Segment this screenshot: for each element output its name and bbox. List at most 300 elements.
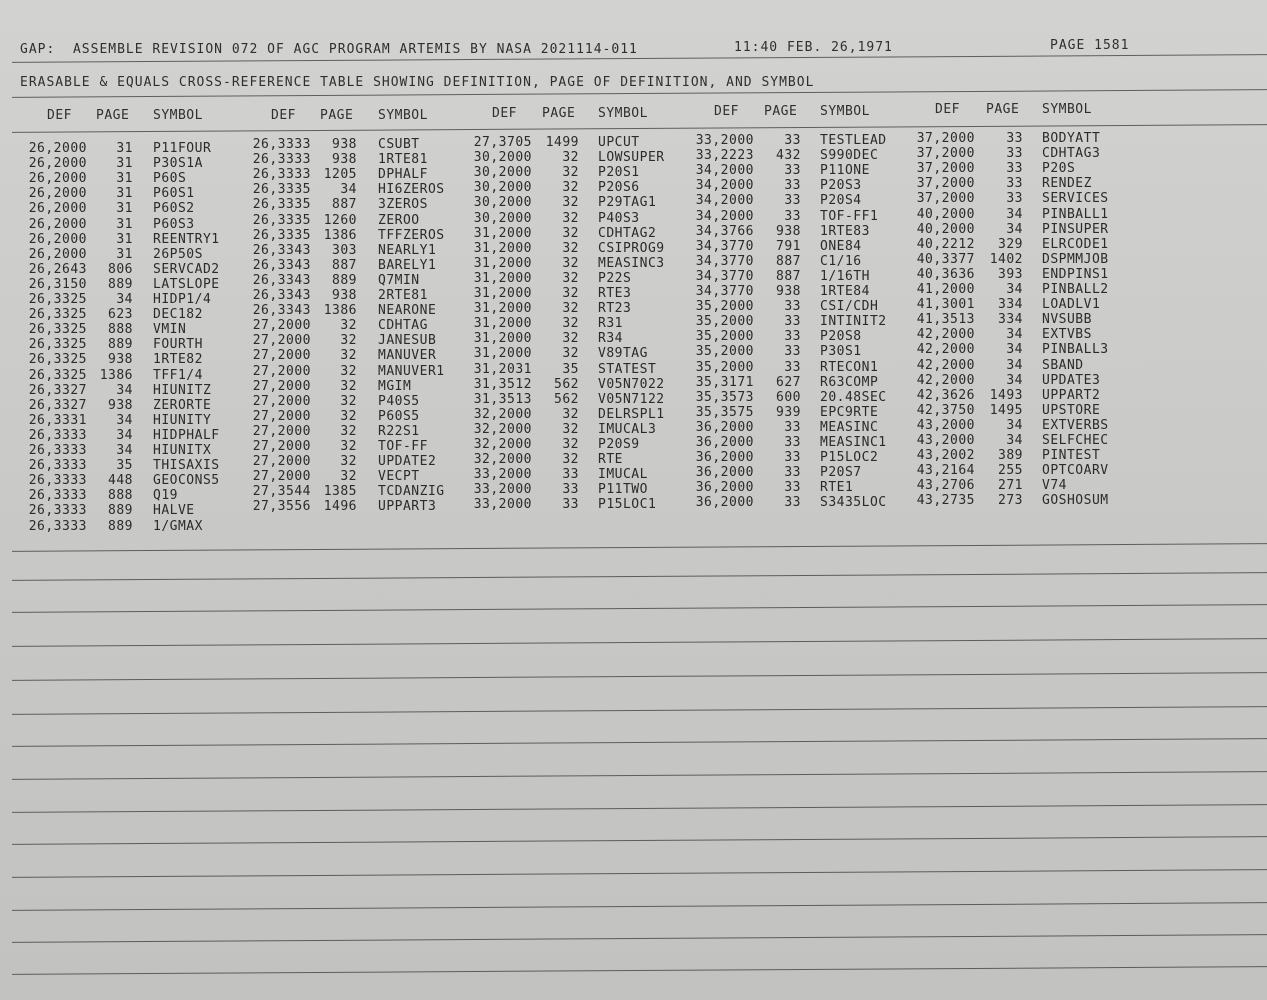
def-address: 27,3705 (473, 135, 532, 150)
ruled-line (12, 804, 1267, 813)
symbol-name: EPC9RTE (820, 404, 879, 420)
symbol-name: HIUNITZ (153, 382, 212, 398)
definition-page: 34 (1006, 417, 1023, 433)
symbol-name: HIDP1/4 (153, 292, 212, 307)
symbol-name: REENTRY1 (153, 231, 220, 247)
def-address: 42,3626 (916, 387, 975, 403)
symbol-name: UPPART3 (378, 499, 437, 515)
def-address: 31,3513 (473, 391, 532, 407)
definition-page: 32 (562, 406, 579, 422)
definition-page: 32 (562, 316, 579, 332)
table-row (0, 358, 1267, 373)
symbol-name: RTE3 (598, 286, 632, 301)
def-address: 35,2000 (695, 359, 754, 375)
symbol-name: THISAXIS (153, 458, 220, 474)
definition-page: 33 (784, 465, 801, 481)
symbol-name: RENDEZ (1042, 176, 1092, 192)
definition-page: 33 (784, 299, 801, 315)
table-row (0, 388, 1267, 403)
def-address: 40,3377 (916, 251, 975, 267)
definition-page: 34 (1006, 282, 1023, 297)
def-address: 32,2000 (473, 406, 532, 422)
symbol-name: DELRSPL1 (598, 406, 665, 422)
symbol-name: P60S2 (153, 201, 195, 217)
symbol-name: S990DEC (820, 148, 879, 164)
symbol-name: CSI/CDH (820, 299, 879, 315)
definition-page: 34 (116, 412, 133, 428)
ruled-line (12, 902, 1267, 911)
symbol-name: OPTCOARV (1042, 463, 1109, 479)
ruled-line (12, 543, 1267, 552)
symbol-name: UPDATE3 (1042, 372, 1101, 388)
table-row (0, 131, 1267, 146)
ruled-line (12, 934, 1267, 943)
column-label-page: PAGE (764, 104, 798, 119)
definition-page: 889 (108, 518, 133, 534)
definition-page: 33 (1006, 176, 1023, 192)
symbol-name: P29TAG1 (598, 195, 657, 211)
column-label-symbol: SYMBOL (1042, 102, 1092, 117)
def-address: 41,2000 (916, 282, 975, 297)
def-address: 43,2000 (916, 417, 975, 433)
def-address: 43,2000 (916, 433, 975, 448)
definition-page: 31 (116, 201, 133, 217)
def-address: 40,2000 (916, 206, 975, 222)
definition-page: 32 (340, 333, 357, 349)
symbol-name: TFF1/4 (153, 367, 203, 383)
definition-page: 34 (1006, 327, 1023, 343)
definition-page: 448 (108, 473, 133, 489)
symbol-name: P20S9 (598, 437, 640, 452)
definition-page: 33 (784, 450, 801, 466)
def-address: 34,3770 (695, 268, 754, 284)
def-address: 26,3333 (28, 458, 87, 474)
symbol-name: P20S8 (820, 329, 862, 345)
symbol-name: P60S (153, 171, 187, 187)
def-address: 34,2000 (695, 193, 754, 209)
definition-page: 32 (562, 286, 579, 301)
symbol-name: V89TAG (598, 346, 648, 362)
symbol-name: MANUVER (378, 348, 437, 364)
column-label-page: PAGE (320, 108, 354, 123)
symbol-name: BODYATT (1042, 131, 1101, 146)
def-address: 26,3335 (252, 212, 311, 228)
listing-time: 11:40 FEB. 26,1971 (734, 40, 893, 55)
def-address: 34,3770 (695, 253, 754, 269)
definition-page: 939 (776, 404, 801, 420)
def-address: 30,2000 (473, 165, 532, 181)
ruled-line (12, 836, 1267, 845)
table-row (0, 433, 1267, 448)
definition-page: 938 (776, 284, 801, 299)
def-address: 26,3333 (252, 152, 311, 168)
symbol-name: C1/16 (820, 253, 862, 269)
symbol-name: SERVCAD2 (153, 261, 220, 277)
symbol-name: P20S7 (820, 465, 862, 481)
symbol-name: P11FOUR (153, 141, 212, 156)
table-row (0, 237, 1267, 252)
definition-page: 32 (340, 318, 357, 334)
def-address: 26,2000 (28, 156, 87, 172)
def-address: 36,2000 (695, 465, 754, 481)
definition-page: 35 (562, 361, 579, 377)
definition-page: 806 (108, 261, 133, 277)
definition-page: 32 (562, 195, 579, 211)
def-address: 32,2000 (473, 421, 532, 437)
symbol-name: ONE84 (820, 238, 862, 254)
definition-page: 32 (562, 240, 579, 256)
def-address: 26,3343 (252, 257, 311, 273)
symbol-name: P11TWO (598, 482, 648, 498)
def-address: 35,2000 (695, 344, 754, 360)
definition-page: 562 (554, 391, 579, 407)
symbol-name: P22S (598, 270, 632, 286)
def-address: 33,2000 (473, 467, 532, 483)
def-address: 30,2000 (473, 180, 532, 196)
symbol-name: P15LOC1 (598, 497, 657, 513)
definition-page: 1260 (323, 212, 357, 228)
symbol-name: IMUCAL (598, 467, 648, 483)
definition-page: 271 (998, 478, 1023, 494)
def-address: 27,2000 (252, 439, 311, 454)
definition-page: 1499 (545, 135, 579, 150)
definition-page: 393 (998, 266, 1023, 282)
definition-page: 33 (784, 314, 801, 330)
definition-page: 389 (998, 448, 1023, 464)
def-address: 27,2000 (252, 469, 311, 485)
def-address: 33,2000 (473, 482, 532, 498)
symbol-name: 1/GMAX (153, 518, 203, 534)
def-address: 31,2000 (473, 240, 532, 256)
def-address: 42,2000 (916, 372, 975, 388)
definition-page: 334 (998, 297, 1023, 313)
definition-page: 791 (776, 238, 801, 254)
symbol-name: PINBALL3 (1042, 342, 1109, 358)
def-address: 43,2164 (916, 463, 975, 479)
symbol-name: TOF-FF (378, 439, 428, 454)
listing-page-number: PAGE 1581 (1050, 38, 1130, 53)
def-address: 31,2031 (473, 361, 532, 377)
symbol-name: BARELY1 (378, 257, 437, 273)
symbol-name: TCDANZIG (378, 484, 445, 500)
symbol-name: SERVICES (1042, 191, 1109, 207)
definition-page: 31 (116, 156, 133, 172)
symbol-name: UPSTORE (1042, 402, 1101, 418)
symbol-name: EXTVBS (1042, 327, 1092, 343)
symbol-name: R34 (598, 331, 623, 347)
symbol-name: V05N7122 (598, 391, 665, 407)
column-label-page: PAGE (986, 102, 1020, 117)
definition-page: 31 (116, 231, 133, 247)
symbol-name: HIUNITY (153, 412, 212, 428)
symbol-name: 1/16TH (820, 268, 870, 284)
def-address: 36,2000 (695, 435, 754, 450)
def-address: 27,2000 (252, 318, 311, 334)
definition-page: 938 (332, 288, 357, 303)
def-address: 26,3325 (28, 367, 87, 383)
symbol-name: NEARLY1 (378, 242, 437, 258)
definition-page: 33 (1006, 191, 1023, 207)
def-address: 26,3325 (28, 337, 87, 353)
definition-page: 1495 (989, 402, 1023, 418)
definition-page: 33 (784, 495, 801, 511)
table-row (0, 267, 1267, 282)
symbol-name: INTINIT2 (820, 314, 887, 330)
definition-page: 1496 (323, 499, 357, 515)
def-address: 27,2000 (252, 408, 311, 424)
def-address: 34,3766 (695, 223, 754, 239)
column-label-def: DEF (714, 104, 739, 119)
def-address: 33,2000 (695, 133, 754, 148)
def-address: 26,2000 (28, 186, 87, 202)
symbol-name: 2RTE81 (378, 288, 428, 303)
definition-page: 32 (562, 331, 579, 347)
symbol-name: MEASINC (820, 419, 879, 435)
def-address: 35,3171 (695, 374, 754, 390)
def-address: 26,3325 (28, 322, 87, 338)
column-label-def: DEF (271, 108, 296, 123)
definition-page: 31 (116, 171, 133, 187)
definition-page: 33 (562, 467, 579, 483)
symbol-name: ZERORTE (153, 397, 212, 413)
definition-page: 1205 (323, 167, 357, 183)
definition-page: 34 (116, 427, 133, 443)
symbol-name: CDHTAG (378, 318, 428, 334)
symbol-name: STATEST (598, 361, 657, 377)
def-address: 32,2000 (473, 452, 532, 468)
def-address: 26,3331 (28, 412, 87, 428)
symbol-name: 1RTE83 (820, 223, 870, 239)
def-address: 26,3333 (28, 503, 87, 519)
def-address: 36,2000 (695, 450, 754, 466)
symbol-name: TFFZEROS (378, 227, 445, 243)
definition-page: 889 (332, 272, 357, 288)
ruled-line (12, 771, 1267, 780)
def-address: 26,3333 (28, 473, 87, 489)
definition-page: 35 (116, 458, 133, 474)
symbol-name: HI6ZEROS (378, 182, 445, 198)
def-address: 26,3325 (28, 307, 87, 323)
table-row (0, 519, 1267, 534)
symbol-name: PINBALL1 (1042, 206, 1109, 222)
table-row (0, 207, 1267, 222)
definition-page: 32 (340, 469, 357, 485)
definition-page: 32 (562, 225, 579, 241)
def-address: 27,2000 (252, 423, 311, 439)
def-address: 40,2000 (916, 221, 975, 237)
def-address: 33,2223 (695, 148, 754, 164)
def-address: 26,2000 (28, 216, 87, 232)
symbol-name: TESTLEAD (820, 133, 887, 148)
symbol-name: ZEROO (378, 212, 420, 228)
def-address: 37,2000 (916, 161, 975, 177)
symbol-name: UPCUT (598, 135, 640, 150)
def-address: 31,2000 (473, 301, 532, 317)
definition-page: 32 (562, 150, 579, 166)
def-address: 31,2000 (473, 255, 532, 271)
def-address: 26,3333 (252, 137, 311, 152)
def-address: 26,3333 (28, 443, 87, 458)
def-address: 26,2000 (28, 246, 87, 262)
def-address: 37,2000 (916, 176, 975, 192)
definition-page: 334 (998, 312, 1023, 328)
definition-page: 33 (1006, 146, 1023, 162)
symbol-name: HIUNITX (153, 443, 212, 458)
symbol-name: P20S4 (820, 193, 862, 209)
def-address: 43,2002 (916, 448, 975, 464)
ruled-line (12, 706, 1267, 715)
table-row (0, 252, 1267, 267)
def-address: 32,2000 (473, 437, 532, 452)
def-address: 40,2212 (916, 236, 975, 252)
definition-page: 33 (784, 480, 801, 496)
symbol-name: DSPMMJOB (1042, 251, 1109, 267)
symbol-name: LOWSUPER (598, 150, 665, 166)
definition-page: 938 (332, 137, 357, 152)
symbol-name: V74 (1042, 478, 1067, 494)
definition-page: 32 (340, 348, 357, 364)
definition-page: 32 (562, 255, 579, 271)
def-address: 40,3636 (916, 266, 975, 282)
def-address: 26,2643 (28, 261, 87, 277)
definition-page: 34 (116, 443, 133, 458)
symbol-name: VECPT (378, 469, 420, 485)
symbol-name: Q7MIN (378, 272, 420, 288)
symbol-name: DPHALF (378, 167, 428, 183)
def-address: 35,2000 (695, 329, 754, 345)
def-address: 35,3573 (695, 389, 754, 405)
symbol-name: R63COMP (820, 374, 879, 390)
definition-page: 32 (340, 454, 357, 470)
definition-page: 1386 (99, 367, 133, 383)
def-address: 27,2000 (252, 363, 311, 379)
def-address: 26,3343 (252, 242, 311, 258)
def-address: 30,2000 (473, 150, 532, 166)
def-address: 26,3335 (252, 197, 311, 213)
symbol-name: P40S5 (378, 393, 420, 409)
def-address: 36,2000 (695, 419, 754, 435)
symbol-name: SELFCHEC (1042, 433, 1109, 448)
def-address: 27,2000 (252, 454, 311, 470)
ruled-line (12, 966, 1267, 975)
def-address: 31,2000 (473, 316, 532, 332)
def-address: 26,2000 (28, 231, 87, 247)
def-address: 42,3750 (916, 402, 975, 418)
def-address: 37,2000 (916, 146, 975, 162)
listing-title: GAP: ASSEMBLE REVISION 072 OF AGC PROGRAM ARTEMIS BY NASA 2021114-011 (20, 42, 638, 57)
symbol-name: CSUBT (378, 137, 420, 152)
def-address: 26,3343 (252, 303, 311, 319)
def-address: 26,3335 (252, 227, 311, 243)
definition-page: 888 (108, 488, 133, 504)
definition-page: 1385 (323, 484, 357, 500)
table-row (0, 282, 1267, 297)
definition-page: 32 (340, 378, 357, 394)
symbol-name: GOSHOSUM (1042, 493, 1109, 509)
symbol-name: ELRCODE1 (1042, 236, 1109, 252)
column-label-def: DEF (47, 108, 72, 123)
symbol-name: P60S5 (378, 408, 420, 424)
symbol-name: MEASINC1 (820, 435, 887, 450)
symbol-name: P20S (1042, 161, 1076, 177)
definition-page: 33 (562, 497, 579, 513)
definition-page: 32 (562, 165, 579, 181)
symbol-name: CDHTAG2 (598, 225, 657, 241)
symbol-name: R22S1 (378, 423, 420, 439)
definition-page: 32 (562, 180, 579, 196)
definition-page: 33 (784, 193, 801, 209)
def-address: 31,2000 (473, 331, 532, 347)
definition-page: 32 (340, 423, 357, 439)
definition-page: 33 (784, 344, 801, 360)
definition-page: 34 (340, 182, 357, 198)
def-address: 26,2000 (28, 141, 87, 156)
symbol-name: CSIPROG9 (598, 240, 665, 256)
def-address: 26,3325 (28, 292, 87, 307)
definition-page: 562 (554, 376, 579, 392)
definition-page: 938 (776, 223, 801, 239)
column-label-def: DEF (492, 106, 517, 121)
symbol-name: MANUVER1 (378, 363, 445, 379)
symbol-name: 1RTE82 (153, 352, 203, 368)
table-row (0, 373, 1267, 388)
definition-page: 34 (1006, 433, 1023, 448)
symbol-name: P30S1A (153, 156, 203, 172)
symbol-name: P20S6 (598, 180, 640, 196)
definition-page: 31 (116, 246, 133, 262)
symbol-name: Q19 (153, 488, 178, 504)
symbol-name: 1RTE84 (820, 284, 870, 299)
ruled-line (12, 638, 1267, 647)
symbol-name: VMIN (153, 322, 187, 338)
symbol-name: GEOCONS5 (153, 473, 220, 489)
def-address: 26,3150 (28, 276, 87, 292)
column-label-symbol: SYMBOL (820, 104, 870, 119)
definition-page: 33 (562, 482, 579, 498)
table-row (0, 418, 1267, 433)
column-label-page: PAGE (96, 108, 130, 123)
symbol-name: DEC182 (153, 307, 203, 323)
def-address: 42,2000 (916, 327, 975, 343)
definition-page: 32 (562, 452, 579, 468)
definition-page: 32 (562, 346, 579, 362)
symbol-name: NEARONE (378, 303, 437, 319)
ruled-line (12, 89, 1267, 98)
def-address: 26,3343 (252, 288, 311, 303)
def-address: 26,3327 (28, 382, 87, 398)
table-row (0, 222, 1267, 237)
def-address: 41,3001 (916, 297, 975, 313)
column-label-def: DEF (935, 102, 960, 117)
symbol-name: P60S3 (153, 216, 195, 232)
symbol-name: P15LOC2 (820, 450, 879, 466)
def-address: 42,2000 (916, 342, 975, 358)
def-address: 34,2000 (695, 208, 754, 224)
definition-page: 887 (776, 268, 801, 284)
table-subtitle: ERASABLE & EQUALS CROSS-REFERENCE TABLE SHOWING DEFINITION, PAGE OF DEFINITION, AND SYMBOL (20, 75, 815, 90)
symbol-name: RTECON1 (820, 359, 879, 375)
definition-page: 303 (332, 242, 357, 258)
symbol-name: ENDPINS1 (1042, 266, 1109, 282)
definition-page: 887 (332, 257, 357, 273)
ruled-line (12, 672, 1267, 681)
def-address: 36,2000 (695, 495, 754, 511)
definition-page: 33 (1006, 161, 1023, 177)
symbol-name: 3ZEROS (378, 197, 428, 213)
definition-page: 889 (108, 503, 133, 519)
ruled-line (12, 738, 1267, 747)
definition-page: 31 (116, 141, 133, 156)
